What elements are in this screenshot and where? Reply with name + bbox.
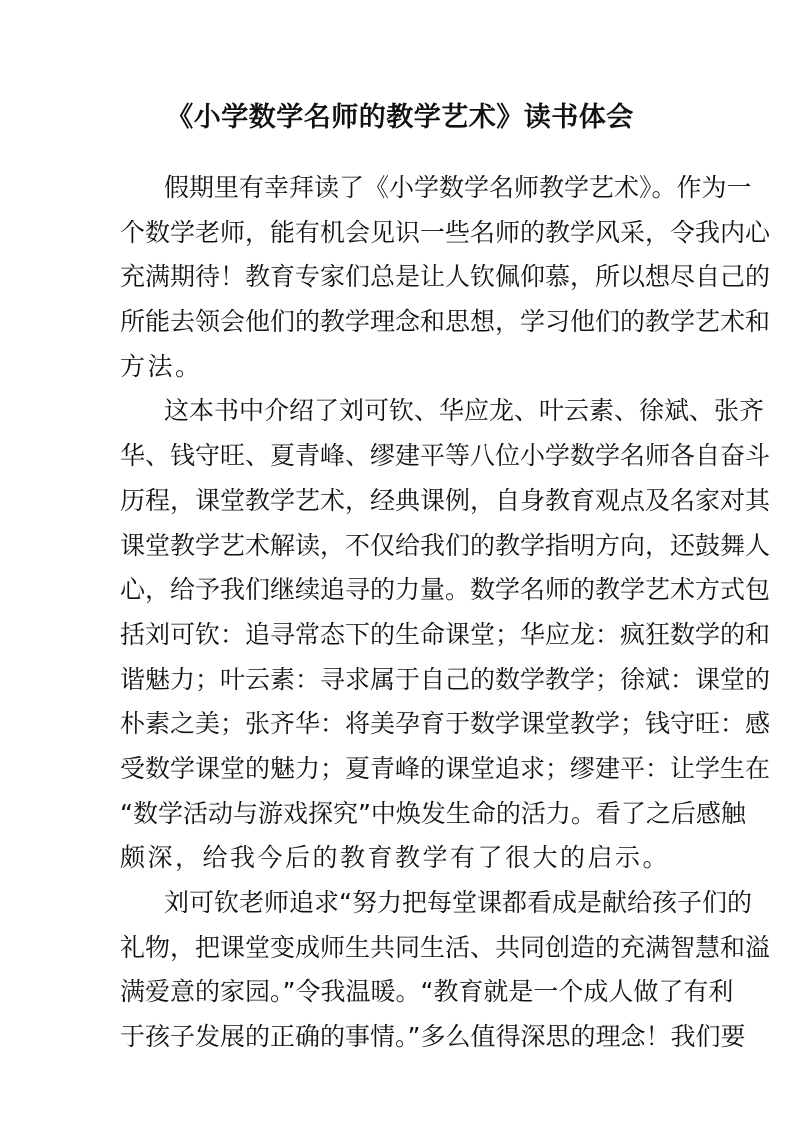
text-line: 课堂教学艺术解读，不仅给我们的教学指明方向，还鼓舞人	[120, 530, 771, 560]
text-line: 朴素之美；张齐华：将美孕育于数学课堂教学；钱守旺：感	[120, 709, 771, 739]
text-line: 充满期待！教育专家们总是让人钦佩仰慕，所以想尽自己的	[120, 262, 771, 292]
document-title: 《小学数学名师的教学艺术》读书体会	[166, 102, 634, 133]
text-line: 礼物，把课堂变成师生共同生活、共同创造的充满智慧和溢	[120, 932, 771, 962]
text-line: 方法。	[120, 351, 203, 381]
text-line: 这本书中介绍了刘可钦、华应龙、叶云素、徐斌、张齐	[164, 396, 765, 426]
text-line: 颇深，给我今后的教育教学有了很大的启示。	[120, 843, 671, 873]
text-line: 受数学课堂的魅力；夏青峰的课堂追求；缪建平：让学生在	[120, 753, 771, 783]
text-line: 满爱意的家园。”令我温暖。“教育就是一个成人做了有利	[120, 977, 734, 1007]
text-line: 华、钱守旺、夏青峰、缪建平等八位小学数学名师各自奋斗	[120, 441, 771, 471]
text-line: 刘可钦老师追求“努力把每堂课都看成是献给孩子们的	[164, 888, 752, 917]
text-line: 括刘可钦：追寻常态下的生命课堂；华应龙：疯狂数学的和	[120, 619, 771, 649]
text-line: 谐魅力；叶云素：寻求属于自己的数学教学；徐斌：课堂的	[120, 664, 771, 694]
text-line: 假期里有幸拜读了《小学数学名师教学艺术》。作为一	[164, 173, 752, 202]
paragraph-1	[120, 166, 771, 389]
paragraph-2	[120, 389, 771, 881]
text-line: 心，给予我们继续追寻的力量。数学名师的教学艺术方式包	[120, 575, 771, 605]
text-line: 于孩子发展的正确的事情。”多么值得深思的理念！我们要	[120, 1022, 746, 1052]
document-body	[120, 166, 771, 1060]
text-line: 历程，课堂教学艺术，经典课例，自身教育观点及名家对其	[120, 485, 771, 515]
text-line: 所能去领会他们的教学理念和思想，学习他们的教学艺术和	[120, 307, 771, 337]
text-line: “数学活动与游戏探究”中焕发生命的活力。看了之后感触	[120, 798, 746, 828]
paragraph-3	[120, 881, 771, 1060]
text-line: 个数学老师，能有机会见识一些名师的教学风采，令我内心	[120, 217, 771, 247]
